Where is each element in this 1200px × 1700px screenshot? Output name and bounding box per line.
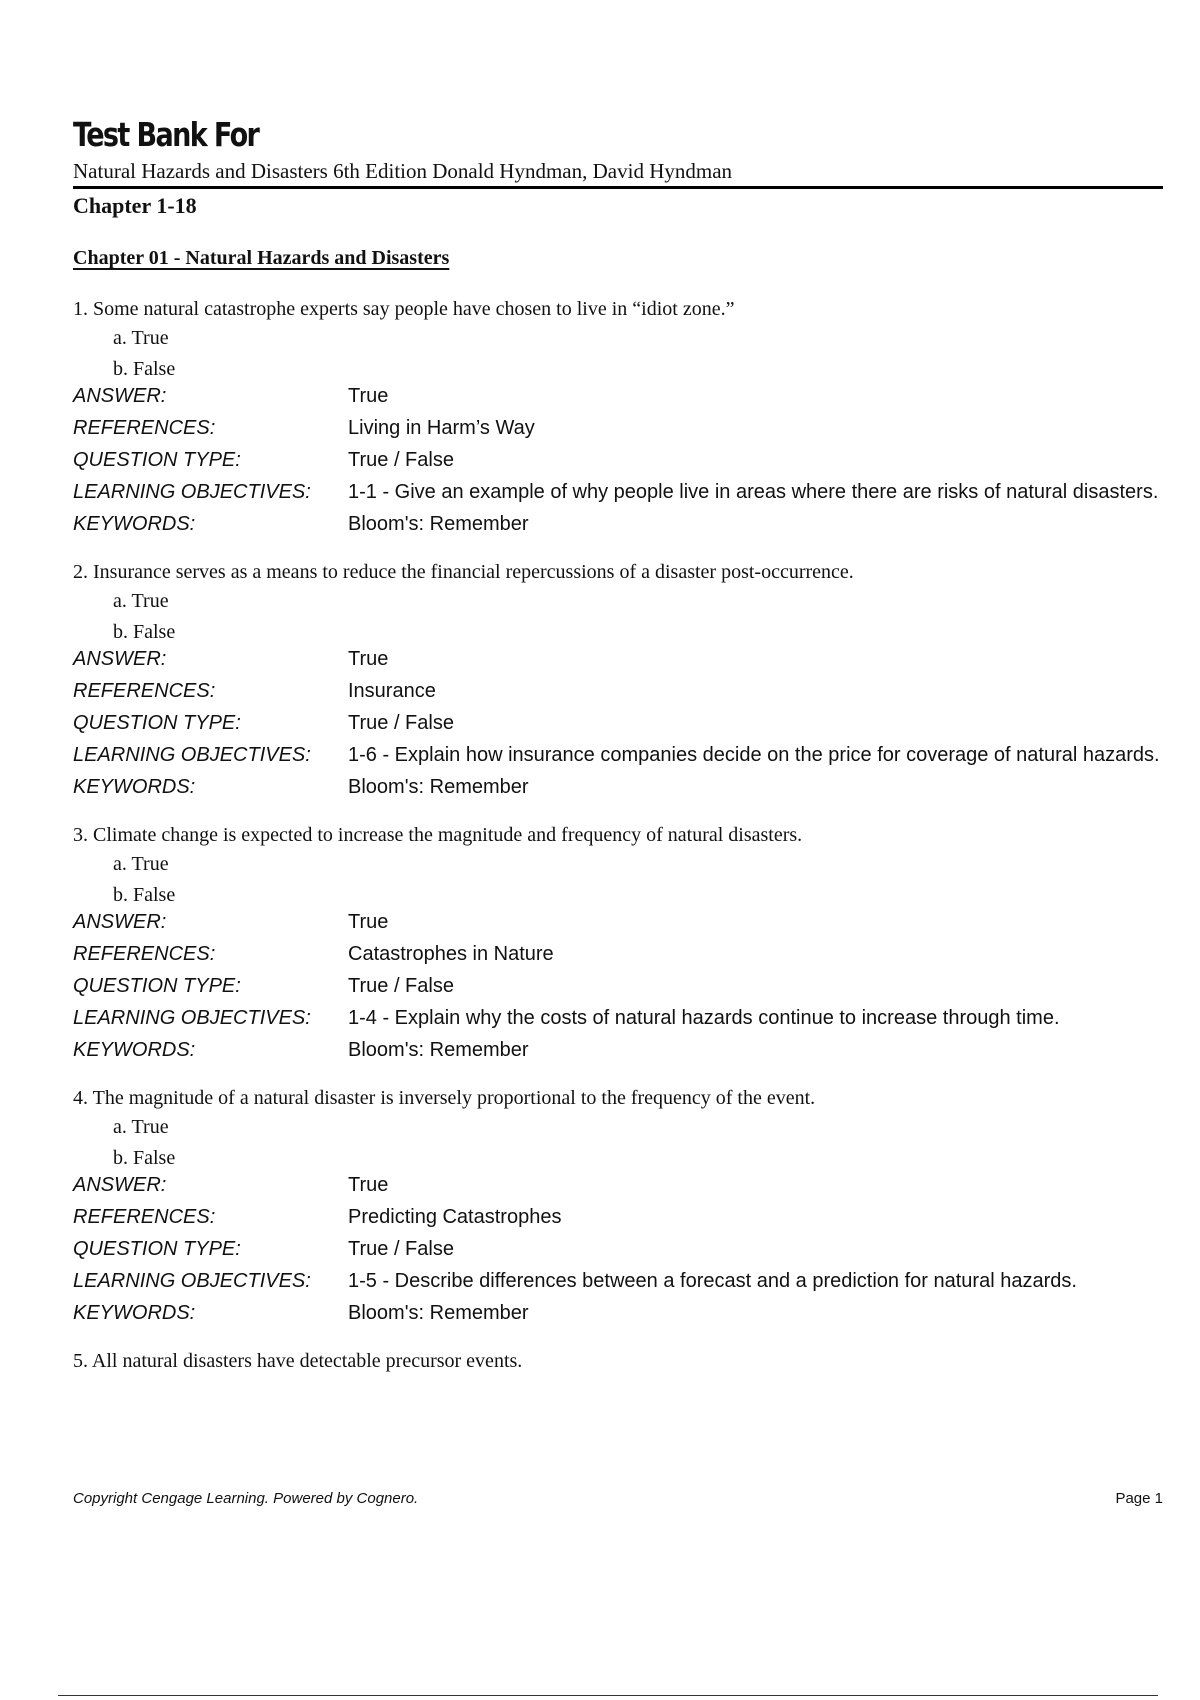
chapter-range: Chapter 1-18	[73, 193, 197, 218]
answer-value: True	[348, 385, 389, 407]
references-row	[73, 417, 1163, 440]
question-type-value: True / False	[348, 449, 454, 471]
keywords-row	[73, 513, 1163, 536]
answer-row	[73, 385, 1163, 408]
learning-objectives-label: LEARNING OBJECTIVES:	[73, 1007, 311, 1029]
keywords-value: Bloom's: Remember	[348, 1039, 529, 1061]
question-list	[73, 295, 1163, 1375]
answer-label: ANSWER:	[73, 648, 167, 670]
answer-options	[73, 586, 1163, 648]
question-type-label: QUESTION TYPE:	[73, 1238, 241, 1260]
answer-option: b. False	[113, 621, 176, 643]
learning-objectives-value: 1-1 - Give an example of why people live in areas where there are risks of natural disasters.	[348, 481, 1159, 503]
question-type-row	[73, 975, 1163, 998]
keywords-value: Bloom's: Remember	[348, 776, 529, 798]
question-type-value: True / False	[348, 712, 454, 734]
references-label: REFERENCES:	[73, 417, 216, 439]
question-stem: 2. Insurance serves as a means to reduce the financial repercussions of a disaster post-occurrence.	[73, 561, 854, 583]
learning-objectives-label: LEARNING OBJECTIVES:	[73, 1270, 311, 1292]
references-label: REFERENCES:	[73, 1206, 216, 1228]
question-type-label: QUESTION TYPE:	[73, 975, 241, 997]
answer-option: a. True	[113, 853, 169, 875]
answer-label: ANSWER:	[73, 385, 167, 407]
learning-objectives-row	[73, 481, 1163, 504]
references-value: Insurance	[348, 680, 436, 702]
answer-options	[73, 1112, 1163, 1174]
document-page	[73, 115, 1163, 1397]
answer-value: True	[348, 648, 389, 670]
keywords-row	[73, 1302, 1163, 1325]
answer-row	[73, 1174, 1163, 1197]
question-type-row	[73, 712, 1163, 735]
answer-row	[73, 648, 1163, 671]
answer-options	[73, 323, 1163, 385]
learning-objectives-row	[73, 1270, 1163, 1293]
learning-objectives-value: 1-4 - Explain why the costs of natural hazards continue to increase through time.	[348, 1007, 1060, 1029]
question-stem: 5. All natural disasters have detectable precursor events.	[73, 1350, 523, 1372]
learning-objectives-value: 1-5 - Describe differences between a forecast and a prediction for natural hazards.	[348, 1270, 1077, 1292]
question-type-value: True / False	[348, 975, 454, 997]
references-row	[73, 1206, 1163, 1229]
question-block	[73, 558, 1163, 799]
answer-row	[73, 911, 1163, 934]
book-title-line: Natural Hazards and Disasters 6th Edition Donald Hyndman, David Hyndman	[73, 157, 1163, 189]
question-stem: 4. The magnitude of a natural disaster is inversely proportional to the frequency of the event.	[73, 1087, 816, 1109]
keywords-value: Bloom's: Remember	[348, 1302, 529, 1324]
question-type-value: True / False	[348, 1238, 454, 1260]
page-number: Page 1	[1115, 1490, 1163, 1507]
question-block	[73, 295, 1163, 536]
learning-objectives-row	[73, 1007, 1163, 1030]
answer-option: a. True	[113, 327, 169, 349]
answer-options	[73, 849, 1163, 911]
learning-objectives-row	[73, 744, 1163, 767]
answer-label: ANSWER:	[73, 911, 167, 933]
references-value: Predicting Catastrophes	[348, 1206, 562, 1228]
answer-option: b. False	[113, 1147, 176, 1169]
question-stem: 1. Some natural catastrophe experts say people have chosen to live in “idiot zone.”	[73, 298, 735, 320]
answer-option: a. True	[113, 1116, 169, 1138]
answer-value: True	[348, 1174, 389, 1196]
learning-objectives-label: LEARNING OBJECTIVES:	[73, 481, 311, 503]
question-block	[73, 1084, 1163, 1325]
answer-label: ANSWER:	[73, 1174, 167, 1196]
document-title: Test Bank For	[73, 115, 259, 154]
keywords-label: KEYWORDS:	[73, 776, 196, 798]
question-type-label: QUESTION TYPE:	[73, 712, 241, 734]
learning-objectives-value: 1-6 - Explain how insurance companies decide on the price for coverage of natural hazards.	[348, 744, 1160, 766]
keywords-value: Bloom's: Remember	[348, 513, 529, 535]
references-label: REFERENCES:	[73, 943, 216, 965]
question-block	[73, 1347, 1163, 1375]
keywords-row	[73, 776, 1163, 799]
question-type-row	[73, 1238, 1163, 1261]
learning-objectives-label: LEARNING OBJECTIVES:	[73, 744, 311, 766]
references-row	[73, 943, 1163, 966]
page-bottom-rule	[58, 1695, 1158, 1696]
references-value: Living in Harm’s Way	[348, 417, 535, 439]
answer-option: a. True	[113, 590, 169, 612]
references-label: REFERENCES:	[73, 680, 216, 702]
references-row	[73, 680, 1163, 703]
answer-option: b. False	[113, 884, 176, 906]
answer-option: b. False	[113, 358, 176, 380]
question-stem: 3. Climate change is expected to increase the magnitude and frequency of natural disasters.	[73, 824, 803, 846]
keywords-label: KEYWORDS:	[73, 1302, 196, 1324]
keywords-label: KEYWORDS:	[73, 1039, 196, 1061]
question-type-row	[73, 449, 1163, 472]
question-block	[73, 821, 1163, 1062]
answer-value: True	[348, 911, 389, 933]
references-value: Catastrophes in Nature	[348, 943, 554, 965]
keywords-label: KEYWORDS:	[73, 513, 196, 535]
copyright-notice: Copyright Cengage Learning. Powered by Cognero.	[73, 1490, 419, 1507]
question-type-label: QUESTION TYPE:	[73, 449, 241, 471]
chapter-heading: Chapter 01 - Natural Hazards and Disasters	[73, 247, 450, 269]
keywords-row	[73, 1039, 1163, 1062]
page-footer	[73, 1490, 1163, 1507]
